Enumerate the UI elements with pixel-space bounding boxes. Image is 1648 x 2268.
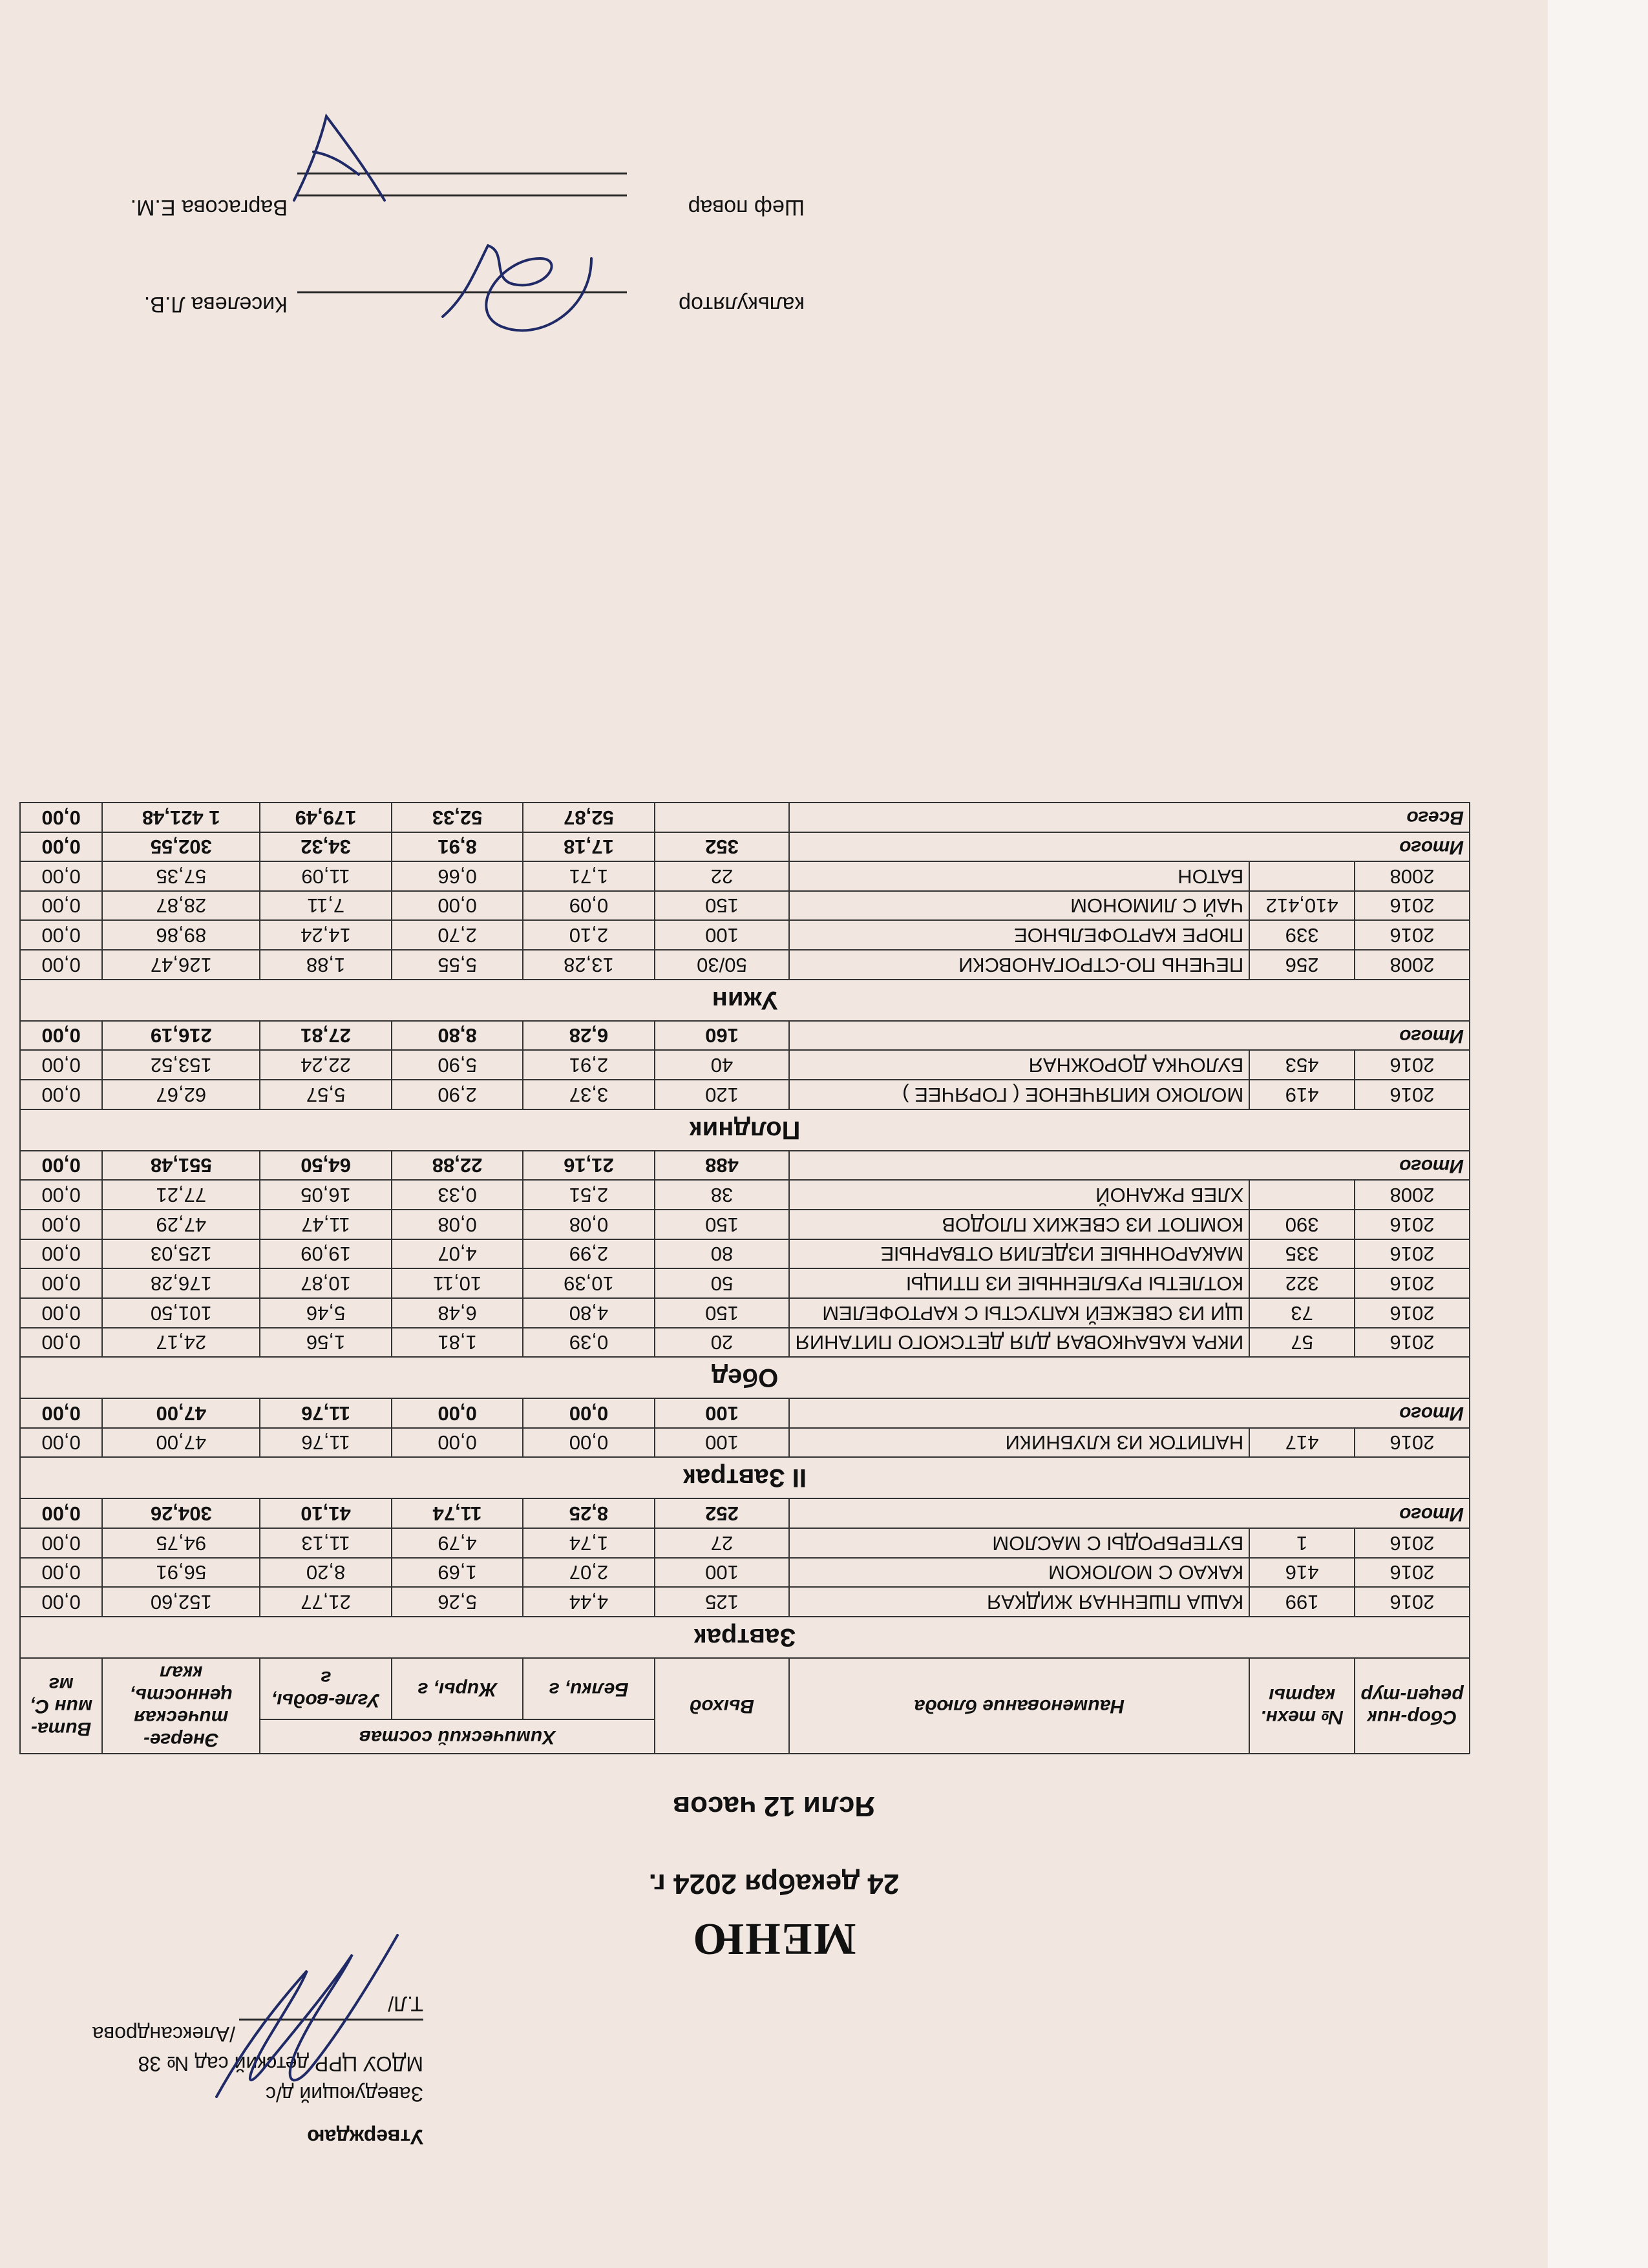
cell-protein: 1,71: [523, 861, 654, 891]
cell-fat: 5,55: [392, 950, 523, 980]
cell-collection: 2016: [1355, 891, 1470, 921]
cell-yield: 80: [655, 1239, 790, 1269]
cell-protein: 2,07: [523, 1558, 654, 1588]
table-row: [20, 1528, 1470, 1558]
cell-carbs: 11,09: [260, 861, 391, 891]
total-protein: 17,18: [523, 832, 654, 862]
total-yield: 160: [655, 1021, 790, 1051]
total-carbs: 34,32: [260, 832, 391, 862]
cell-vitamin: 0,00: [20, 1328, 102, 1358]
total-protein: 0,00: [523, 1398, 654, 1428]
cell-collection: 2008: [1355, 950, 1470, 980]
cell-card: 1: [1249, 1528, 1355, 1558]
calculator-signature: [430, 220, 604, 355]
cell-fat: 10,11: [392, 1268, 523, 1298]
cell-energy: 125,03: [102, 1239, 260, 1269]
cell-card: [1249, 861, 1355, 891]
cell-card: 339: [1249, 920, 1355, 950]
table-header-row: [20, 1719, 1470, 1754]
cell-carbs: 16,05: [260, 1180, 391, 1210]
cell-collection: 2016: [1355, 1328, 1470, 1358]
cell-dish: ПЕЧЕНЬ ПО-СТРОГАНОВСКИ: [789, 950, 1249, 980]
cell-protein: 0,09: [523, 891, 654, 921]
table-row: [20, 1558, 1470, 1588]
table-row: [20, 1428, 1470, 1458]
cell-collection: 2008: [1355, 1180, 1470, 1210]
cell-fat: 4,07: [392, 1239, 523, 1269]
cell-energy: 56,91: [102, 1558, 260, 1588]
cell-carbs: 5,46: [260, 1298, 391, 1328]
grand-total-yield: [655, 803, 790, 832]
cell-carbs: 11,13: [260, 1528, 391, 1558]
header-protein: Белки, г: [523, 1658, 654, 1719]
total-row: [20, 1498, 1470, 1528]
cell-vitamin: 0,00: [20, 1558, 102, 1588]
cell-carbs: 19,09: [260, 1239, 391, 1269]
cell-collection: 2016: [1355, 1080, 1470, 1109]
cell-protein: 2,10: [523, 920, 654, 950]
total-yield: 100: [655, 1398, 790, 1428]
cell-fat: 5,90: [392, 1050, 523, 1080]
cell-protein: 3,37: [523, 1080, 654, 1109]
total-label: Итого: [789, 832, 1470, 862]
cell-card: 73: [1249, 1298, 1355, 1328]
cell-fat: 5,26: [392, 1587, 523, 1617]
cell-collection: 2016: [1355, 1268, 1470, 1298]
section-row: [20, 1457, 1470, 1498]
total-protein: 6,28: [523, 1021, 654, 1051]
header-vitamin: Вита-мин С, мг: [20, 1658, 102, 1754]
cell-card: 256: [1249, 950, 1355, 980]
table-row: [20, 1268, 1470, 1298]
section-title: Завтрак: [20, 1617, 1470, 1658]
chef-role: Шеф повар: [688, 195, 805, 220]
cell-energy: 94,75: [102, 1528, 260, 1558]
total-vitamin: 0,00: [20, 832, 102, 862]
table-row: [20, 920, 1470, 950]
cell-carbs: 8,20: [260, 1558, 391, 1588]
approval-organization: МДОУ ЦРР детский сад № 38: [138, 2052, 423, 2076]
cell-energy: 57,35: [102, 861, 260, 891]
cell-yield: 120: [655, 1080, 790, 1109]
cell-protein: 4,44: [523, 1587, 654, 1617]
total-fat: 8,80: [392, 1021, 523, 1051]
cell-card: 335: [1249, 1239, 1355, 1269]
cell-energy: 24,17: [102, 1328, 260, 1358]
total-protein: 21,16: [523, 1151, 654, 1181]
total-fat: 0,00: [392, 1398, 523, 1428]
calculator-name: Киселева Л.В.: [143, 292, 288, 317]
cell-dish: МОЛОКО КИПЯЧЕНОЕ ( ГОРЯЧЕЕ ): [789, 1080, 1249, 1109]
approval-position: Заведующий д/с: [265, 2082, 423, 2106]
cell-fat: 0,33: [392, 1180, 523, 1210]
approval-name: /Александрова Т.Л/: [92, 1992, 423, 2046]
total-label: Итого: [789, 1398, 1470, 1428]
total-row: [20, 1151, 1470, 1181]
cell-protein: 0,08: [523, 1210, 654, 1239]
table-row: [20, 861, 1470, 891]
cell-dish: КОТЛЕТЫ РУБЛЕННЫЕ ИЗ ПТИЦЫ: [789, 1268, 1249, 1298]
cell-collection: 2016: [1355, 1558, 1470, 1588]
cell-fat: 2,70: [392, 920, 523, 950]
cell-energy: 77,21: [102, 1180, 260, 1210]
grand-total-row: [20, 803, 1470, 832]
cell-card: 410,412: [1249, 891, 1355, 921]
total-fat: 11,74: [392, 1498, 523, 1528]
total-row: [20, 832, 1470, 862]
table-row: [20, 1298, 1470, 1328]
cell-yield: 50/30: [655, 950, 790, 980]
cell-vitamin: 0,00: [20, 920, 102, 950]
cell-yield: 38: [655, 1180, 790, 1210]
cell-card: 419: [1249, 1080, 1355, 1109]
cell-energy: 153,52: [102, 1050, 260, 1080]
cell-protein: 0,00: [523, 1428, 654, 1458]
cell-vitamin: 0,00: [20, 861, 102, 891]
cell-collection: 2016: [1355, 1239, 1470, 1269]
header-carbs: Угле-воды, г: [260, 1658, 391, 1719]
cell-collection: 2016: [1355, 1528, 1470, 1558]
cell-card: 390: [1249, 1210, 1355, 1239]
total-protein: 8,25: [523, 1498, 654, 1528]
group-name: Ясли 12 часов: [673, 1790, 875, 1822]
cell-collection: 2008: [1355, 861, 1470, 891]
total-row: [20, 1021, 1470, 1051]
total-carbs: 11,76: [260, 1398, 391, 1428]
cell-collection: 2016: [1355, 1210, 1470, 1239]
cell-yield: 20: [655, 1328, 790, 1358]
cell-fat: 0,08: [392, 1210, 523, 1239]
section-title: Ужин: [20, 980, 1470, 1021]
cell-protein: 10,39: [523, 1268, 654, 1298]
cell-yield: 150: [655, 1298, 790, 1328]
cell-protein: 1,74: [523, 1528, 654, 1558]
total-energy: 47,00: [102, 1398, 260, 1428]
header-yield: Выход: [655, 1658, 790, 1754]
cell-vitamin: 0,00: [20, 1298, 102, 1328]
cell-protein: 13,28: [523, 950, 654, 980]
cell-card: 322: [1249, 1268, 1355, 1298]
section-row: [20, 1109, 1470, 1151]
table-row: [20, 1239, 1470, 1269]
cell-dish: КАША ПШЕННАЯ ЖИДКАЯ: [789, 1587, 1249, 1617]
cell-dish: ХЛЕБ РЖАНОЙ: [789, 1180, 1249, 1210]
total-energy: 304,26: [102, 1498, 260, 1528]
cell-yield: 150: [655, 1210, 790, 1239]
grand-total-energy: 1 421,48: [102, 803, 260, 832]
cell-protein: 4,80: [523, 1298, 654, 1328]
cell-vitamin: 0,00: [20, 1528, 102, 1558]
total-energy: 551,48: [102, 1151, 260, 1181]
section-row: [20, 980, 1470, 1021]
cell-carbs: 5,57: [260, 1080, 391, 1109]
cell-collection: 2016: [1355, 1298, 1470, 1328]
grand-total-protein: 52,87: [523, 803, 654, 832]
total-fat: 8,91: [392, 832, 523, 862]
header-chemical-composition: Химический состав: [260, 1719, 654, 1754]
cell-dish: НАПИТОК ИЗ КЛУБНИКИ: [789, 1428, 1249, 1458]
total-label: Итого: [789, 1021, 1470, 1051]
total-carbs: 64,50: [260, 1151, 391, 1181]
cell-dish: ИКРА КАБАЧКОВАЯ ДЛЯ ДЕТСКОГО ПИТАНИЯ: [789, 1328, 1249, 1358]
total-energy: 302,55: [102, 832, 260, 862]
cell-dish: ЩИ ИЗ СВЕЖЕЙ КАПУСТЫ С КАРТОФЕЛЕМ: [789, 1298, 1249, 1328]
total-vitamin: 0,00: [20, 1151, 102, 1181]
cell-carbs: 1,56: [260, 1328, 391, 1358]
table-row: [20, 1050, 1470, 1080]
section-row: [20, 1357, 1470, 1398]
cell-fat: 1,81: [392, 1328, 523, 1358]
cell-collection: 2016: [1355, 1428, 1470, 1458]
cell-card: [1249, 1180, 1355, 1210]
cell-fat: 2,90: [392, 1080, 523, 1109]
cell-carbs: 14,24: [260, 920, 391, 950]
header-collection: Сбор-ник рецеп-тур: [1355, 1658, 1470, 1754]
cell-card: 57: [1249, 1328, 1355, 1358]
table-row: [20, 1080, 1470, 1109]
chef-name: Варгасова Е.М.: [130, 195, 288, 220]
cell-carbs: 7,11: [260, 891, 391, 921]
cell-fat: 6,48: [392, 1298, 523, 1328]
cell-card: 417: [1249, 1428, 1355, 1458]
menu-table: [19, 802, 1470, 1754]
section-title: Полдник: [20, 1109, 1470, 1151]
cell-yield: 100: [655, 1428, 790, 1458]
cell-yield: 27: [655, 1528, 790, 1558]
cell-vitamin: 0,00: [20, 1239, 102, 1269]
table-row: [20, 891, 1470, 921]
grand-total-fat: 52,33: [392, 803, 523, 832]
cell-dish: БУТЕРБРОДЫ С МАСЛОМ: [789, 1528, 1249, 1558]
cell-energy: 62,67: [102, 1080, 260, 1109]
cell-carbs: 11,76: [260, 1428, 391, 1458]
cell-fat: 0,00: [392, 891, 523, 921]
cell-carbs: 10,87: [260, 1268, 391, 1298]
section-title: Обед: [20, 1357, 1470, 1398]
cell-collection: 2016: [1355, 1050, 1470, 1080]
cell-collection: 2016: [1355, 920, 1470, 950]
document-title: МЕНЮ: [692, 1914, 856, 1964]
cell-energy: 89,86: [102, 920, 260, 950]
grand-total-label: Всего: [789, 803, 1470, 832]
cell-vitamin: 0,00: [20, 950, 102, 980]
calculator-role: калькулятор: [679, 292, 805, 317]
header-energy: Энерге-тическая ценность, ккал: [102, 1658, 260, 1754]
cell-vitamin: 0,00: [20, 1587, 102, 1617]
cell-energy: 126,47: [102, 950, 260, 980]
cell-card: 416: [1249, 1558, 1355, 1588]
cell-carbs: 22,24: [260, 1050, 391, 1080]
cell-vitamin: 0,00: [20, 1180, 102, 1210]
cell-carbs: 11,47: [260, 1210, 391, 1239]
cell-vitamin: 0,00: [20, 891, 102, 921]
cell-yield: 100: [655, 920, 790, 950]
total-vitamin: 0,00: [20, 1021, 102, 1051]
table-row: [20, 1587, 1470, 1617]
total-label: Итого: [789, 1151, 1470, 1181]
total-vitamin: 0,00: [20, 1398, 102, 1428]
cell-collection: 2016: [1355, 1587, 1470, 1617]
cell-yield: 125: [655, 1587, 790, 1617]
cell-carbs: 21,77: [260, 1587, 391, 1617]
cell-fat: 1,69: [392, 1558, 523, 1588]
approval-header: Утверждаю: [307, 2125, 423, 2148]
header-fat: Жиры, г: [392, 1658, 523, 1719]
grand-total-vitamin: 0,00: [20, 803, 102, 832]
cell-fat: 0,66: [392, 861, 523, 891]
chef-signature-row: [94, 168, 805, 220]
scan-margin: [1548, 0, 1648, 2268]
cell-energy: 152,60: [102, 1587, 260, 1617]
cell-dish: КОМПОТ ИЗ СВЕЖИХ ПЛОДОВ: [789, 1210, 1249, 1239]
cell-energy: 176,28: [102, 1268, 260, 1298]
cell-dish: КАКАО С МОЛОКОМ: [789, 1558, 1249, 1588]
cell-energy: 47,00: [102, 1428, 260, 1458]
cell-dish: БАТОН: [789, 861, 1249, 891]
cell-card: 199: [1249, 1587, 1355, 1617]
cell-vitamin: 0,00: [20, 1210, 102, 1239]
cell-protein: 2,51: [523, 1180, 654, 1210]
cell-protein: 2,91: [523, 1050, 654, 1080]
header-dish-name: Наименование блюда: [789, 1658, 1249, 1754]
chef-signature: [281, 110, 397, 213]
cell-vitamin: 0,00: [20, 1050, 102, 1080]
cell-energy: 28,87: [102, 891, 260, 921]
table-row: [20, 950, 1470, 980]
cell-protein: 2,99: [523, 1239, 654, 1269]
total-vitamin: 0,00: [20, 1498, 102, 1528]
cell-carbs: 1,88: [260, 950, 391, 980]
cell-energy: 101,50: [102, 1298, 260, 1328]
cell-fat: 4,79: [392, 1528, 523, 1558]
cell-dish: МАКАРОННЫЕ ИЗДЕЛИЯ ОТВАРНЫЕ: [789, 1239, 1249, 1269]
grand-total-carbs: 179,49: [260, 803, 391, 832]
cell-yield: 100: [655, 1558, 790, 1588]
total-energy: 216,19: [102, 1021, 260, 1051]
cell-card: 453: [1249, 1050, 1355, 1080]
cell-dish: ЧАЙ С ЛИМОНОМ: [789, 891, 1249, 921]
table-row: [20, 1328, 1470, 1358]
cell-yield: 40: [655, 1050, 790, 1080]
table-row: [20, 1180, 1470, 1210]
table-row: [20, 1210, 1470, 1239]
cell-dish: ПЮРЕ КАРТОФЕЛЬНОЕ: [789, 920, 1249, 950]
cell-yield: 50: [655, 1268, 790, 1298]
cell-vitamin: 0,00: [20, 1428, 102, 1458]
cell-dish: БУЛОЧКА ДОРОЖНАЯ: [789, 1050, 1249, 1080]
total-yield: 252: [655, 1498, 790, 1528]
total-label: Итого: [789, 1498, 1470, 1528]
total-yield: 352: [655, 832, 790, 862]
total-yield: 488: [655, 1151, 790, 1181]
cell-energy: 47,29: [102, 1210, 260, 1239]
section-title: II Завтрак: [20, 1457, 1470, 1498]
cell-vitamin: 0,00: [20, 1080, 102, 1109]
header-card-number: № техн. карты: [1249, 1658, 1355, 1754]
section-row: [20, 1617, 1470, 1658]
cell-yield: 22: [655, 861, 790, 891]
total-carbs: 27,81: [260, 1021, 391, 1051]
cell-vitamin: 0,00: [20, 1268, 102, 1298]
menu-date: 24 декабря 2024 г.: [648, 1868, 900, 1900]
cell-protein: 0,39: [523, 1328, 654, 1358]
cell-yield: 150: [655, 891, 790, 921]
total-row: [20, 1398, 1470, 1428]
total-fat: 22,88: [392, 1151, 523, 1181]
total-carbs: 41,10: [260, 1498, 391, 1528]
cell-fat: 0,00: [392, 1428, 523, 1458]
